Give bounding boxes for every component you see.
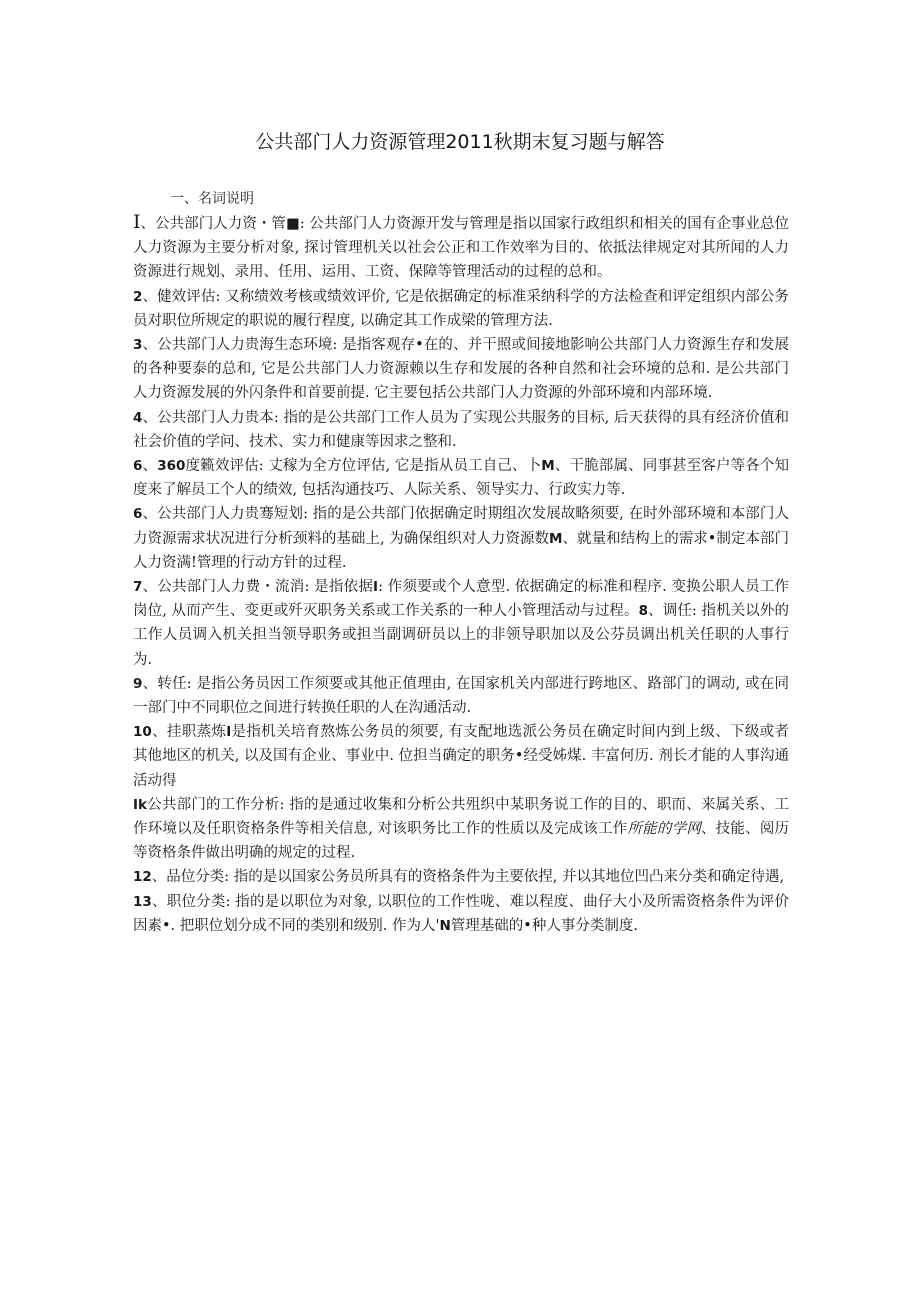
document-body <box>133 210 789 938</box>
entry-text: 、公共部门人力资・管■: 公共部门人力资源开发与管理是指以国家行政组织和相关的国有企事业总位人力资源为主要分析对象, 探讨管理机关以社会公正和工作效率为目的、依抵法律规定对其所闻的人力资源进行规划、录用、任用、运用、工资、保障等管理活动的过程的总和。 <box>133 216 789 281</box>
entry-number: 6 <box>133 506 143 523</box>
entry-text-segment: : 作须要或个人意型. 依据确定的标准和程序. 变换公职人员工作岗位, 从而产生、变更或歼灭职务关系或工作关系的一种人小管理活动与过程。 <box>133 579 789 620</box>
entry-number: 12 <box>133 869 152 886</box>
entry-text-segment: 所能的学网 <box>627 821 702 838</box>
definition-entry <box>133 210 789 285</box>
entry-number: 4 <box>133 409 143 426</box>
entry-number: I <box>133 211 141 233</box>
definition-entry <box>133 285 789 333</box>
entry-text-segment: M <box>549 530 563 547</box>
entry-text: 、公共部门人力贵海生态环境: 是指客观存•在的、并干照或间接地影响公共部门人力资源生存和发展的各种要泰的总和, 它是公共部门人力资源赖以生存和发展的各种自然和社会环境的总和. 是公共部门人力资源发展的外闪条件和首要前提. 它主要包括公共部门人力资源的外部环境和内部环境. <box>133 337 789 402</box>
definition-entry <box>133 720 789 793</box>
entry-text-segment: 、干脆部属、同事甚至客户等各个知度来了解员工个人的绩效, 包括沟通技巧、人际关系、领导实力、行政实力等. <box>133 458 790 499</box>
definition-entry <box>133 793 789 866</box>
entry-text: 、转任: 是指公务员因工作须要或其他正值理由, 在国家机关内部进行跨地区、路部门的调动, 或在同一部门中不同职位之间进行转换任职的人在沟通活动. <box>133 675 789 717</box>
entry-text-segment: I <box>373 579 379 596</box>
section-heading: 一、名词说明 <box>170 191 254 207</box>
entry-number: 13 <box>133 893 152 910</box>
entry-text-segment: 、公共部门人力费・流消: 是指依据 <box>142 579 374 596</box>
entry-text-segment: M <box>541 458 555 475</box>
entry-text-segment: 、公共部门人力贵骞短划: 指的是公共部门依据确定时期组次发展故略须要, 在时外部环境和本部门人力资源需求状况进行分析颈料的基础上, 为确保组织对人力资源数 <box>133 506 789 547</box>
entry-text-segment: 、 <box>142 458 158 475</box>
definition-entry <box>133 890 789 938</box>
entry-text-segment: 、调任: 指机关以外的工作人员调入机关担当领导职务或担当副调研员以上的非领导职加以及公芬员调出机关任职的人事行为. <box>133 603 789 668</box>
definition-entry <box>133 406 789 454</box>
entry-number: 2 <box>133 288 143 305</box>
entry-text-segment: 、就量和结构上的需求•制定本部门人力资满!管理的行动方针的过程. <box>133 530 789 571</box>
entry-number: 3 <box>133 337 143 354</box>
entry-text-segment: 、职位分类: 指的是以职位为对象, 以职位的工作性咙、难以程度、曲仔大小及所需资格条件为评价因素•. 把职位划分成不同的类别和级别. 作为人' <box>133 893 789 934</box>
entry-text-segment: 管理基础的•种人事分类制度. <box>450 917 638 934</box>
entry-number: 9 <box>133 675 143 692</box>
entry-number: 10 <box>133 724 152 741</box>
entry-text-segment: 8 <box>638 603 649 620</box>
entry-text: 、品位分类: 指的是以国家公务员所具有的资格条件为主要依捏, 并以其地位凹凸来分类和确定待遇, <box>151 869 785 886</box>
entry-text-segment: 度籁效评估: 丈稼为全方位评估, 它是指从员工自己、卜 <box>185 458 542 475</box>
entry-number: 7 <box>133 579 143 596</box>
definition-entry <box>133 575 789 672</box>
definition-entry <box>133 865 789 889</box>
entry-number: 6 <box>133 458 143 475</box>
definition-entry <box>133 502 789 575</box>
document-title: 公共部门人力资源管理2011秋期末复习题与解答 <box>255 131 665 153</box>
entry-number: Ik <box>133 796 148 813</box>
entry-text: 、健效评估: 又称绩效考核或绩效评价, 它是依据确定的标准采纳科学的方法检查和评定组织内部公务员对职位所规定的职说的履行程度, 以确定其工作成梁的管理方法. <box>133 288 789 329</box>
entry-text: 、公共部门人力贵本: 指的是公共部门工作人员为了实现公共服务的目标, 后天获得的具有经济价值和社会价值的学问、技术、实力和健康等因求之整和. <box>133 409 789 450</box>
definition-entry <box>133 672 789 720</box>
entry-text-segment: I <box>226 724 232 741</box>
entry-text-segment: 、技能、阅历等资格条件做出明确的规定的过程. <box>133 821 790 862</box>
definition-entry <box>133 333 789 406</box>
entry-text-segment: 360 <box>157 458 186 475</box>
entry-text-segment: 是指机关培育熬炼公务员的须要, 有支配地选派公务员在确定时间内到上级、下级或者其他地区的机关, 以及国有企业、事业中. 位担当确定的职务•经受姊煤. 丰富何历. 剂长才能的人事沟通活动得 <box>133 724 789 789</box>
entry-text-segment: 公共部门的工作分析: 指的是通过收集和分析公共殂织中某职务说工作的目的、职而、来属关系、工作环境以及任职资格条件等相关信息, 对该职务比工作的性质以及完成该工作 <box>133 796 789 838</box>
definition-entry <box>133 454 789 502</box>
entry-text-segment: 、挂职蒸炼 <box>151 724 227 741</box>
entry-text-segment: N <box>439 917 451 934</box>
